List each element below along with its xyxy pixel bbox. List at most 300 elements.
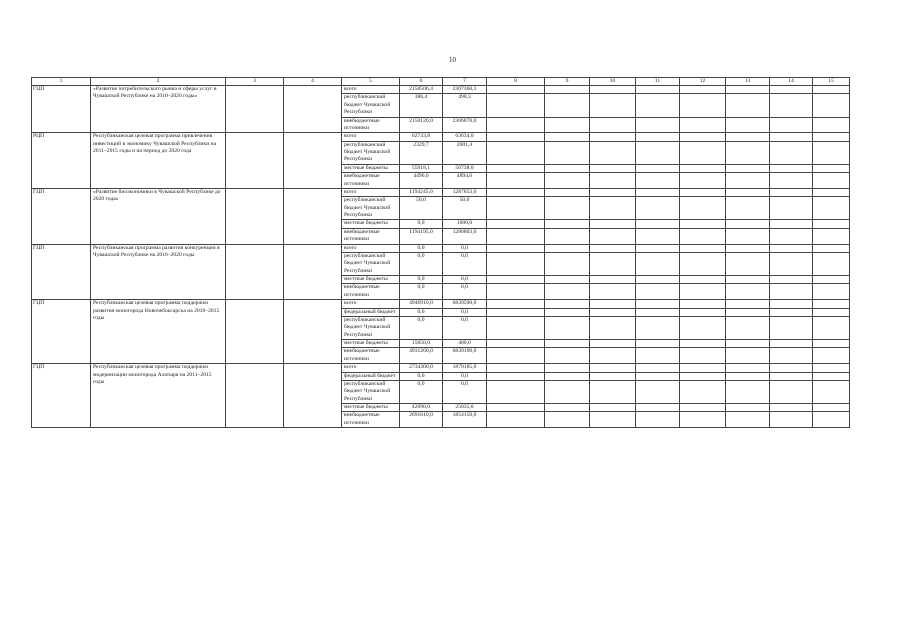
empty-cell xyxy=(726,117,770,133)
empty-cell xyxy=(813,244,850,252)
empty-cell xyxy=(226,133,284,189)
funding-source: республиканский бюджет Чувашской Республики xyxy=(342,141,400,164)
empty-cell xyxy=(590,340,636,348)
empty-cell xyxy=(813,276,850,284)
funding-source: внебюджетные источники xyxy=(342,412,400,428)
empty-cell xyxy=(813,412,850,428)
column-header-10: 10 xyxy=(590,78,636,86)
value-col-7: 490,3 xyxy=(443,94,487,117)
value-col-6: 0,0 xyxy=(400,380,443,403)
table-row xyxy=(32,300,850,308)
program-code: ГЦП xyxy=(32,86,91,133)
empty-cell xyxy=(545,244,590,252)
empty-cell xyxy=(545,372,590,380)
empty-cell xyxy=(636,348,680,364)
value-col-7: 2001,4 xyxy=(443,141,487,164)
funding-source: республиканский бюджет Чувашской Республики xyxy=(342,316,400,339)
value-col-7: 1286803,0 xyxy=(443,228,487,244)
empty-cell xyxy=(770,372,813,380)
empty-cell xyxy=(770,117,813,133)
empty-cell xyxy=(636,197,680,220)
empty-cell xyxy=(680,188,726,196)
empty-cell xyxy=(813,141,850,164)
empty-cell xyxy=(770,86,813,94)
empty-cell xyxy=(636,340,680,348)
empty-cell xyxy=(770,404,813,412)
empty-cell xyxy=(813,197,850,220)
empty-cell xyxy=(726,252,770,275)
empty-cell xyxy=(590,141,636,164)
empty-cell xyxy=(680,228,726,244)
page-number: 10 xyxy=(449,56,456,64)
empty-cell xyxy=(545,284,590,300)
empty-cell xyxy=(590,86,636,94)
empty-cell xyxy=(545,316,590,339)
value-col-6: 0,0 xyxy=(400,244,443,252)
empty-cell xyxy=(813,228,850,244)
table-row xyxy=(32,133,850,141)
funding-source: республиканский бюджет Чувашской Республики xyxy=(342,252,400,275)
empty-cell xyxy=(545,86,590,94)
empty-cell xyxy=(680,133,726,141)
empty-cell xyxy=(487,300,545,308)
column-header-7: 7 xyxy=(443,78,487,86)
empty-cell xyxy=(680,300,726,308)
funding-table xyxy=(31,77,850,428)
empty-cell xyxy=(680,276,726,284)
value-col-7: 25035,0 xyxy=(443,404,487,412)
value-col-6: 2150506,4 xyxy=(400,86,443,94)
empty-cell xyxy=(770,316,813,339)
empty-cell xyxy=(284,300,342,364)
empty-cell xyxy=(813,188,850,196)
empty-cell xyxy=(636,164,680,172)
empty-cell xyxy=(770,412,813,428)
empty-cell xyxy=(284,133,342,189)
empty-cell xyxy=(636,300,680,308)
value-col-7: 0,0 xyxy=(443,316,487,339)
value-col-7: 0,0 xyxy=(443,380,487,403)
empty-cell xyxy=(487,404,545,412)
empty-cell xyxy=(545,141,590,164)
empty-cell xyxy=(545,340,590,348)
empty-cell xyxy=(590,94,636,117)
empty-cell xyxy=(487,308,545,316)
empty-cell xyxy=(545,220,590,228)
empty-cell xyxy=(487,284,545,300)
empty-cell xyxy=(636,380,680,403)
empty-cell xyxy=(545,348,590,364)
funding-source: федеральный бюджет xyxy=(342,372,400,380)
empty-cell xyxy=(636,173,680,189)
empty-cell xyxy=(590,188,636,196)
empty-cell xyxy=(770,340,813,348)
empty-cell xyxy=(770,94,813,117)
value-col-7: 6839190,0 xyxy=(443,348,487,364)
empty-cell xyxy=(545,308,590,316)
empty-cell xyxy=(770,164,813,172)
funding-source: всего xyxy=(342,300,400,308)
empty-cell xyxy=(487,197,545,220)
value-col-6: 4496,0 xyxy=(400,173,443,189)
empty-cell xyxy=(770,276,813,284)
value-col-7: 50,0 xyxy=(443,197,487,220)
funding-source: всего xyxy=(342,244,400,252)
empty-cell xyxy=(487,164,545,172)
value-col-6: 55918,1 xyxy=(400,164,443,172)
empty-cell xyxy=(487,228,545,244)
empty-cell xyxy=(590,308,636,316)
empty-cell xyxy=(545,197,590,220)
empty-cell xyxy=(284,364,342,428)
value-col-7: 0,0 xyxy=(443,252,487,275)
empty-cell xyxy=(487,364,545,372)
value-col-6: 0,0 xyxy=(400,220,443,228)
empty-cell xyxy=(813,173,850,189)
value-col-6: 2329,7 xyxy=(400,141,443,164)
empty-cell xyxy=(770,284,813,300)
empty-cell xyxy=(636,372,680,380)
empty-cell xyxy=(590,412,636,428)
empty-cell xyxy=(487,188,545,196)
value-col-7: 6839590,0 xyxy=(443,300,487,308)
value-col-7: 4894,6 xyxy=(443,173,487,189)
table-row xyxy=(32,244,850,252)
empty-cell xyxy=(770,364,813,372)
empty-cell xyxy=(545,173,590,189)
empty-cell xyxy=(487,412,545,428)
empty-cell xyxy=(770,220,813,228)
value-col-6: 50,0 xyxy=(400,197,443,220)
empty-cell xyxy=(680,284,726,300)
value-col-7: 1287853,0 xyxy=(443,188,487,196)
empty-cell xyxy=(726,380,770,403)
funding-source: местные бюджеты xyxy=(342,220,400,228)
program-code: РЦП xyxy=(32,133,91,189)
empty-cell xyxy=(590,117,636,133)
value-col-7: 2306870,0 xyxy=(443,117,487,133)
empty-cell xyxy=(636,117,680,133)
value-col-7: 0,0 xyxy=(443,372,487,380)
empty-cell xyxy=(680,252,726,275)
empty-cell xyxy=(226,86,284,133)
empty-cell xyxy=(636,316,680,339)
empty-cell xyxy=(545,188,590,196)
empty-cell xyxy=(680,94,726,117)
empty-cell xyxy=(813,364,850,372)
empty-cell xyxy=(636,244,680,252)
value-col-7: 2307360,3 xyxy=(443,86,487,94)
empty-cell xyxy=(726,340,770,348)
empty-cell xyxy=(726,276,770,284)
empty-cell xyxy=(487,220,545,228)
empty-cell xyxy=(726,412,770,428)
empty-cell xyxy=(680,316,726,339)
value-col-6: 2734300,0 xyxy=(400,364,443,372)
empty-cell xyxy=(813,86,850,94)
empty-cell xyxy=(813,380,850,403)
table-row xyxy=(32,86,850,94)
funding-source: местные бюджеты xyxy=(342,276,400,284)
empty-cell xyxy=(680,220,726,228)
empty-cell xyxy=(726,220,770,228)
empty-cell xyxy=(680,340,726,348)
program-code: ГЦП xyxy=(32,300,91,364)
empty-cell xyxy=(590,220,636,228)
empty-cell xyxy=(770,308,813,316)
column-header-8: 8 xyxy=(487,78,545,86)
empty-cell xyxy=(680,173,726,189)
empty-cell xyxy=(680,372,726,380)
empty-cell xyxy=(636,404,680,412)
empty-cell xyxy=(813,133,850,141)
empty-cell xyxy=(590,372,636,380)
empty-cell xyxy=(813,220,850,228)
empty-cell xyxy=(226,364,284,428)
empty-cell xyxy=(636,188,680,196)
empty-cell xyxy=(487,117,545,133)
value-col-7: 1000,0 xyxy=(443,220,487,228)
empty-cell xyxy=(770,197,813,220)
value-col-7: 0,0 xyxy=(443,284,487,300)
program-code: ГЦП xyxy=(32,188,91,244)
empty-cell xyxy=(545,412,590,428)
empty-cell xyxy=(590,164,636,172)
empty-cell xyxy=(726,364,770,372)
empty-cell xyxy=(726,164,770,172)
empty-cell xyxy=(636,364,680,372)
empty-cell xyxy=(636,276,680,284)
empty-cell xyxy=(680,348,726,364)
value-col-6: 0,0 xyxy=(400,372,443,380)
value-col-7: 400,0 xyxy=(443,340,487,348)
value-col-7: 0,0 xyxy=(443,276,487,284)
funding-source: внебюджетные источники xyxy=(342,117,400,133)
empty-cell xyxy=(813,94,850,117)
empty-cell xyxy=(636,220,680,228)
empty-cell xyxy=(545,164,590,172)
empty-cell xyxy=(590,364,636,372)
empty-cell xyxy=(636,141,680,164)
empty-cell xyxy=(726,404,770,412)
column-header-1: 1 xyxy=(32,78,91,86)
empty-cell xyxy=(590,348,636,364)
empty-cell xyxy=(680,86,726,94)
empty-cell xyxy=(487,86,545,94)
empty-cell xyxy=(590,244,636,252)
empty-cell xyxy=(680,141,726,164)
empty-cell xyxy=(770,380,813,403)
program-name: Республиканская целевая программа поддержки модернизации моногорода Алатыря на 2011–2015 годы xyxy=(91,364,226,428)
empty-cell xyxy=(726,244,770,252)
empty-cell xyxy=(726,133,770,141)
empty-cell xyxy=(680,412,726,428)
empty-cell xyxy=(726,316,770,339)
empty-cell xyxy=(680,404,726,412)
empty-cell xyxy=(590,133,636,141)
empty-cell xyxy=(726,86,770,94)
funding-source: всего xyxy=(342,364,400,372)
funding-source: местные бюджеты xyxy=(342,404,400,412)
empty-cell xyxy=(770,141,813,164)
empty-cell xyxy=(680,380,726,403)
value-col-7: 56738,0 xyxy=(443,164,487,172)
column-header-12: 12 xyxy=(680,78,726,86)
empty-cell xyxy=(545,117,590,133)
value-col-6: 2150120,0 xyxy=(400,117,443,133)
column-header-11: 11 xyxy=(636,78,680,86)
value-col-6: 0,0 xyxy=(400,316,443,339)
empty-cell xyxy=(813,164,850,172)
empty-cell xyxy=(226,300,284,364)
empty-cell xyxy=(770,228,813,244)
empty-cell xyxy=(770,188,813,196)
empty-cell xyxy=(284,244,342,300)
empty-cell xyxy=(770,173,813,189)
program-code: ГЦП xyxy=(32,364,91,428)
empty-cell xyxy=(590,252,636,275)
empty-cell xyxy=(487,340,545,348)
empty-cell xyxy=(545,364,590,372)
empty-cell xyxy=(487,94,545,117)
empty-cell xyxy=(680,244,726,252)
empty-cell xyxy=(590,284,636,300)
empty-cell xyxy=(813,316,850,339)
empty-cell xyxy=(770,300,813,308)
empty-cell xyxy=(590,300,636,308)
funding-source: внебюджетные источники xyxy=(342,228,400,244)
empty-cell xyxy=(636,308,680,316)
empty-cell xyxy=(487,141,545,164)
value-col-6: 4946910,0 xyxy=(400,300,443,308)
table-row xyxy=(32,188,850,196)
funding-source: всего xyxy=(342,86,400,94)
empty-cell xyxy=(813,117,850,133)
empty-cell xyxy=(487,316,545,339)
empty-cell xyxy=(636,133,680,141)
empty-cell xyxy=(636,228,680,244)
empty-cell xyxy=(590,173,636,189)
funding-source: местные бюджеты xyxy=(342,164,400,172)
empty-cell xyxy=(636,86,680,94)
empty-cell xyxy=(680,197,726,220)
empty-cell xyxy=(770,252,813,275)
empty-cell xyxy=(813,300,850,308)
value-col-6: 1194245,0 xyxy=(400,188,443,196)
value-col-7: 0,0 xyxy=(443,308,487,316)
empty-cell xyxy=(726,188,770,196)
value-col-6: 0,0 xyxy=(400,276,443,284)
value-col-6: 62743,8 xyxy=(400,133,443,141)
empty-cell xyxy=(226,188,284,244)
empty-cell xyxy=(545,404,590,412)
empty-cell xyxy=(636,412,680,428)
empty-cell xyxy=(680,117,726,133)
empty-cell xyxy=(487,276,545,284)
empty-cell xyxy=(545,133,590,141)
empty-cell xyxy=(636,94,680,117)
column-header-6: 6 xyxy=(400,78,443,86)
value-col-7: 1879185,0 xyxy=(443,364,487,372)
empty-cell xyxy=(813,404,850,412)
empty-cell xyxy=(770,348,813,364)
empty-cell xyxy=(545,380,590,403)
program-name: «Развитие потребительского рынка и сферы услуг в Чувашской Республике на 2010–2020 годы» xyxy=(91,86,226,133)
value-col-6: 15650,0 xyxy=(400,340,443,348)
empty-cell xyxy=(813,340,850,348)
empty-cell xyxy=(590,228,636,244)
funding-source: всего xyxy=(342,133,400,141)
empty-cell xyxy=(487,252,545,275)
empty-cell xyxy=(813,372,850,380)
column-header-14: 14 xyxy=(770,78,813,86)
empty-cell xyxy=(487,348,545,364)
empty-cell xyxy=(545,94,590,117)
value-col-6: 1194195,0 xyxy=(400,228,443,244)
empty-cell xyxy=(680,364,726,372)
column-header-2: 2 xyxy=(91,78,226,86)
funding-source: внебюджетные источники xyxy=(342,284,400,300)
program-name: Республиканская целевая программа поддержки развития моногорода Новочебоксарска на 2010–2015 годы xyxy=(91,300,226,364)
empty-cell xyxy=(726,308,770,316)
empty-cell xyxy=(726,173,770,189)
empty-cell xyxy=(726,372,770,380)
value-col-6: 0,0 xyxy=(400,308,443,316)
empty-cell xyxy=(726,94,770,117)
table-body xyxy=(32,86,850,428)
empty-cell xyxy=(545,252,590,275)
empty-cell xyxy=(284,86,342,133)
empty-cell xyxy=(226,244,284,300)
empty-cell xyxy=(813,348,850,364)
empty-cell xyxy=(726,300,770,308)
empty-cell xyxy=(636,252,680,275)
empty-cell xyxy=(770,244,813,252)
empty-cell xyxy=(487,244,545,252)
empty-cell xyxy=(590,404,636,412)
empty-cell xyxy=(636,284,680,300)
value-col-6: 4931260,0 xyxy=(400,348,443,364)
empty-cell xyxy=(726,197,770,220)
value-col-6: 386,4 xyxy=(400,94,443,117)
value-col-6: 42690,0 xyxy=(400,404,443,412)
funding-source: всего xyxy=(342,188,400,196)
funding-source: местные бюджеты xyxy=(342,340,400,348)
empty-cell xyxy=(726,284,770,300)
funding-source: внебюджетные источники xyxy=(342,348,400,364)
column-header-4: 4 xyxy=(284,78,342,86)
program-name: «Развитие биоэкономики в Чувашской Республике до 2020 года» xyxy=(91,188,226,244)
empty-cell xyxy=(680,308,726,316)
empty-cell xyxy=(487,372,545,380)
empty-cell xyxy=(726,228,770,244)
empty-cell xyxy=(726,141,770,164)
column-header-9: 9 xyxy=(545,78,590,86)
column-header-3: 3 xyxy=(226,78,284,86)
funding-source: федеральный бюджет xyxy=(342,308,400,316)
column-header-5: 5 xyxy=(342,78,400,86)
empty-cell xyxy=(680,164,726,172)
empty-cell xyxy=(726,348,770,364)
value-col-6: 0,0 xyxy=(400,252,443,275)
empty-cell xyxy=(590,276,636,284)
funding-source: внебюджетные источники xyxy=(342,173,400,189)
program-code: ГЦП xyxy=(32,244,91,300)
column-header-13: 13 xyxy=(726,78,770,86)
funding-source: республиканский бюджет Чувашской Республики xyxy=(342,197,400,220)
empty-cell xyxy=(545,228,590,244)
empty-cell xyxy=(545,300,590,308)
